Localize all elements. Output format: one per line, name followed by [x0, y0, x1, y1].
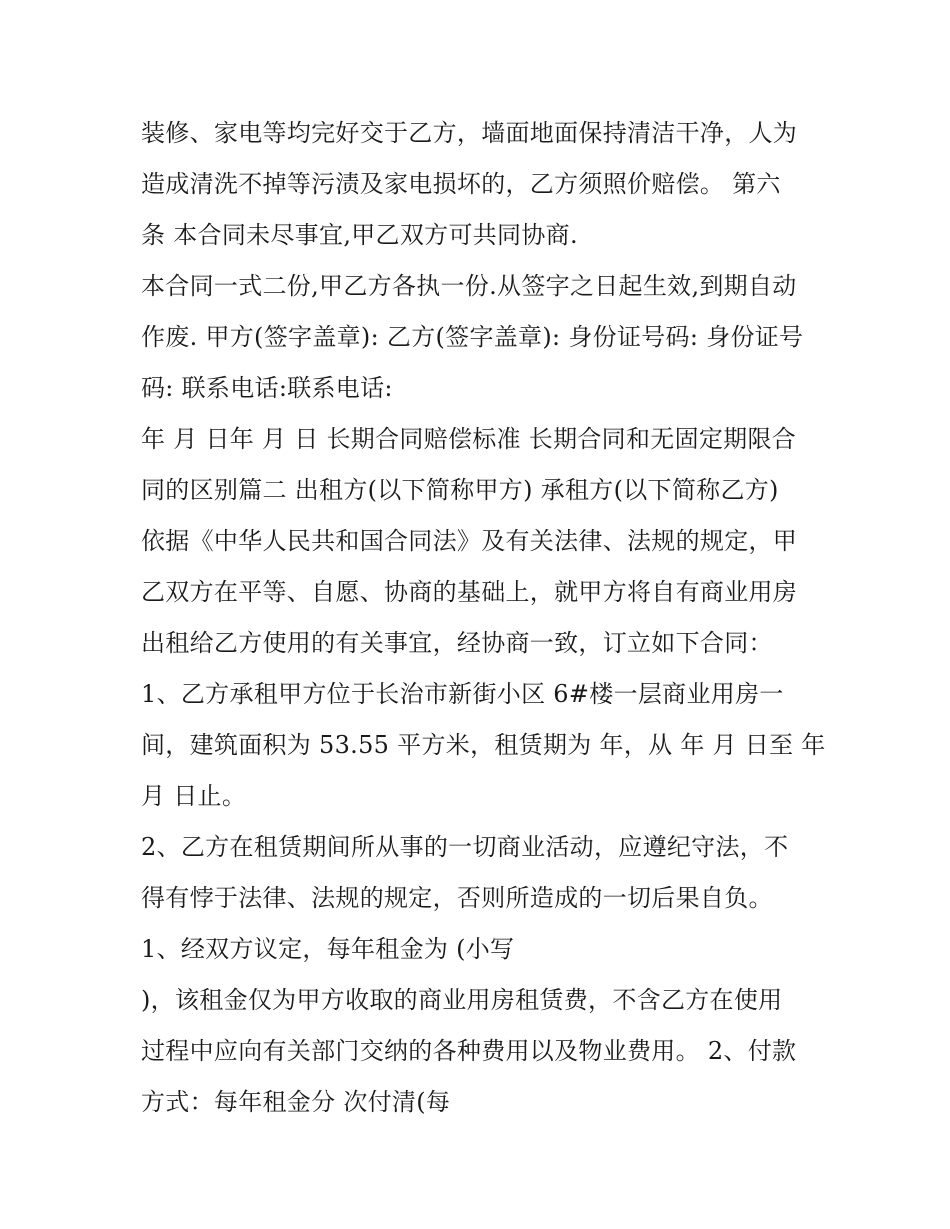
- text-line: )，该租金仅为甲方收取的商业用房租赁费，不含乙方在使用: [141, 986, 783, 1014]
- text-line: 间，建筑面积为 53.55 平方米，租赁期为 年，从 年 月 日至 年: [141, 731, 826, 759]
- text-line: 码: 联系电话:联系电话:: [141, 374, 393, 402]
- text-line: 方式：每年租金分 次付清(每: [141, 1088, 451, 1116]
- text-line: 条 本合同未尽事宜,甲乙双方可共同协商.: [141, 221, 578, 249]
- text-line: 作废. 甲方(签字盖章): 乙方(签字盖章): 身份证号码: 身份证号: [141, 323, 804, 351]
- text-line: 过程中应向有关部门交纳的各种费用以及物业费用。 2、付款: [141, 1037, 797, 1065]
- text-line: 出租给乙方使用的有关事宜，经协商一致，订立如下合同：: [141, 629, 773, 657]
- text-line: 同的区别篇二 出租方(以下简称甲方) 承租方(以下简称乙方): [141, 476, 779, 504]
- text-line: 1、经双方议定，每年租金为 (小写: [141, 935, 515, 963]
- text-line: 年 月 日年 月 日 长期合同赔偿标准 长期合同和无固定期限合: [141, 425, 797, 453]
- text-line: 2、乙方在租赁期间所从事的一切商业活动，应遵纪守法，不: [141, 833, 789, 861]
- text-line: 本合同一式二份,甲乙方各执一份.从签字之日起生效,到期自动: [141, 272, 797, 300]
- text-line: 依据《中华人民共和国合同法》及有关法律、法规的规定，甲: [141, 527, 798, 555]
- text-line: 得有悖于法律、法规的规定，否则所造成的一切后果自负。: [141, 884, 773, 912]
- contract-text: [141, 108, 826, 1128]
- text-line: 月 日止。: [141, 782, 247, 810]
- text-line: 装修、家电等均完好交于乙方，墙面地面保持清洁干净，人为: [141, 119, 798, 147]
- text-line: 1、乙方承租甲方位于长治市新街小区 6#楼一层商业用房一: [141, 680, 784, 708]
- text-line: 造成清洗不掉等污渍及家电损坏的，乙方须照价赔偿。 第六: [141, 170, 781, 198]
- text-line: 乙双方在平等、自愿、协商的基础上，就甲方将自有商业用房: [141, 578, 798, 606]
